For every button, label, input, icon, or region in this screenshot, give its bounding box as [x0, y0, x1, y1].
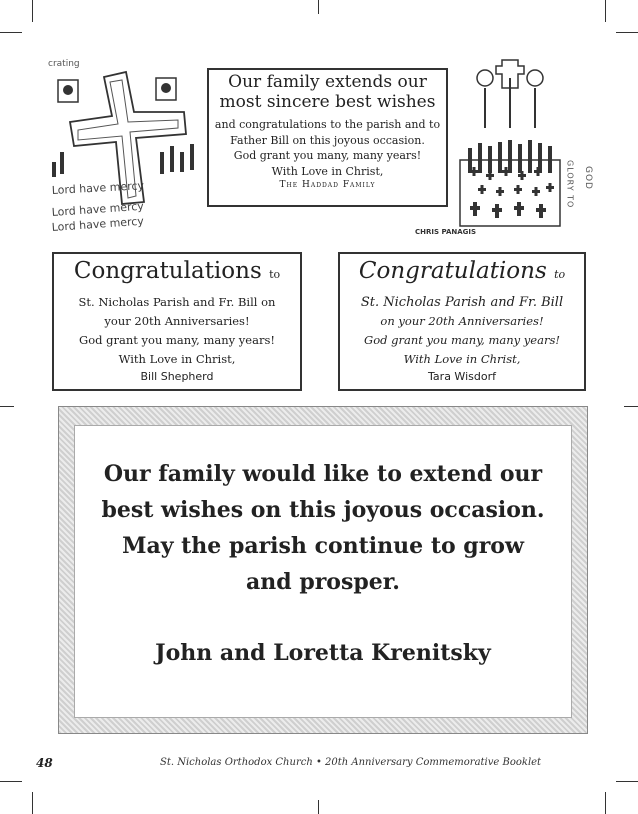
drawing-line-3: Lord have mercy	[51, 214, 145, 234]
ad-message-line: best wishes on this joyous occasion.	[101, 497, 545, 523]
ad-inner-panel	[74, 425, 572, 718]
ad-body-line: God grant you many, many years!	[79, 333, 275, 347]
ad-body	[54, 293, 300, 369]
crop-mark	[318, 800, 319, 814]
crop-mark	[32, 0, 33, 22]
ad-message-line: Our family would like to extend our	[103, 461, 543, 487]
drawing-vertical-text: GOD	[583, 166, 593, 190]
ad-body-line: your 20th Anniversaries!	[104, 314, 250, 328]
crop-mark	[624, 406, 638, 407]
page-number: 48	[36, 756, 53, 770]
ad-message	[75, 456, 571, 600]
drawing-vertical-text: GLORY TO	[565, 160, 575, 209]
ad-body-line: God grant you many, many years!	[233, 149, 422, 162]
ad-body-line: With Love in Christ,	[403, 352, 521, 366]
crop-mark	[605, 792, 606, 814]
ad-title	[340, 256, 584, 290]
ad-headline	[209, 72, 446, 112]
ad-wisdorf	[338, 252, 586, 391]
child-drawing-left	[44, 52, 204, 237]
ad-signer: Bill Shepherd	[140, 370, 214, 383]
drawing-top-word: crating	[48, 59, 80, 69]
church-drawing	[415, 48, 600, 240]
ad-title-text: Congratulations	[358, 258, 547, 284]
ad-krenitsky	[58, 406, 588, 734]
cross-drawing	[44, 52, 204, 237]
drawing-signature: CHRIS PANAGIS	[415, 228, 477, 236]
ad-body-line: on your 20th Anniversaries!	[380, 314, 544, 328]
footer-text: St. Nicholas Orthodox Church • 20th Anniversary Commemorative Booklet	[160, 757, 542, 768]
crop-mark	[318, 0, 319, 14]
ad-body-line: Father Bill on this joyous occasion.	[230, 133, 425, 147]
crop-mark	[616, 32, 638, 33]
ad-title-suffix: to	[269, 268, 281, 281]
ad-headline-line: Our family extends our	[228, 72, 427, 92]
crop-mark	[0, 32, 22, 33]
crop-mark	[32, 792, 33, 814]
drawing-line-2: Lord have mercy	[51, 199, 145, 219]
ad-body-line: St. Nicholas Parish and Fr. Bill	[360, 295, 564, 310]
ad-headline-line: most sincere best wishes	[219, 92, 436, 112]
ad-signer: Tara Wisdorf	[428, 370, 496, 383]
ad-body	[340, 293, 584, 369]
ad-message-line: and prosper.	[246, 569, 400, 595]
drawing-line-1: Lord have mercy	[51, 179, 145, 197]
ad-title	[54, 256, 300, 290]
ad-body-line: With Love in Christ,	[118, 352, 236, 366]
ad-body-line: St. Nicholas Parish and Fr. Bill on	[78, 295, 276, 309]
ad-shepherd	[52, 252, 302, 391]
ad-signer: The Haddad Family	[279, 180, 376, 190]
crop-mark	[0, 406, 14, 407]
ad-signer: John and Loretta Krenitsky	[155, 640, 491, 666]
crop-mark	[605, 0, 606, 22]
ad-body	[209, 117, 446, 179]
ad-haddad-family	[207, 68, 448, 207]
ad-title-suffix: to	[554, 268, 566, 281]
ad-title-text: Congratulations	[73, 258, 262, 284]
ad-body-line: With Love in Christ,	[271, 164, 384, 178]
ad-body-line: God grant you many, many years!	[364, 333, 560, 347]
crop-mark	[616, 781, 638, 782]
ad-message-line: May the parish continue to grow	[122, 533, 524, 559]
crop-mark	[0, 781, 22, 782]
ad-body-line: and congratulations to the parish and to	[214, 118, 441, 131]
child-drawing-right	[415, 48, 600, 240]
